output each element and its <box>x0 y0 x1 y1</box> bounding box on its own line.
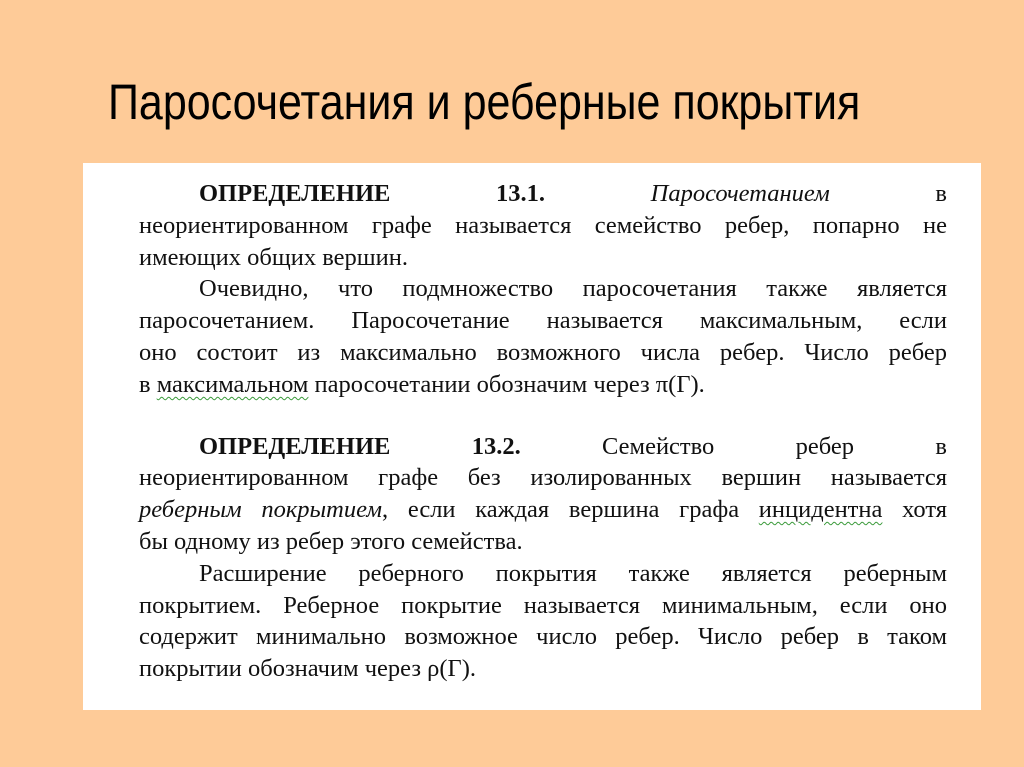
definition-1-heading <box>139 178 947 210</box>
text-span: хотя <box>882 496 947 524</box>
paragraph-1-line: Очевидно, что подмножество паросочетания также является <box>199 275 947 303</box>
definition-2-word: Семейство <box>602 432 715 460</box>
paragraph-2-line: Расширение реберного покрытия также является реберным <box>199 559 947 587</box>
definition-2-heading <box>139 431 947 463</box>
paragraph-1-line: оно состоит из максимально возможного числа ребер. Число ребер <box>139 338 947 366</box>
paragraph-2-line: содержит минимально возможное число ребер. Число ребер в таком <box>139 623 947 651</box>
definition-2-word: в <box>935 432 947 460</box>
definition-2-line: неориентированном графе без изолированных вершин называется <box>139 464 947 492</box>
text-span: , если каждая вершина графа <box>382 496 759 524</box>
text-span: в <box>139 370 157 398</box>
definition-2-line-3 <box>139 494 947 526</box>
definition-1-line: неориентированном графе называется семейство ребер, попарно не <box>139 211 947 239</box>
spellcheck-underlined-word: максимальном <box>156 370 309 398</box>
slide-title: Паросочетания и реберные покрытия <box>108 74 861 130</box>
definition-1-label: ОПРЕДЕЛЕНИЕ <box>199 180 391 207</box>
definition-2-line: бы одному из ребер этого семейства. <box>139 527 523 555</box>
definition-1-word: в <box>935 180 947 207</box>
definition-1-line: имеющих общих вершин. <box>139 243 408 271</box>
definition-2-term: реберным покрытием <box>139 496 382 524</box>
text-span: паросочетании обозначим через π(Г). <box>308 370 705 398</box>
document-text <box>139 178 947 685</box>
paragraph-2-line: покрытии обозначим через ρ(Г). <box>139 655 476 683</box>
definition-2-number: 13.2. <box>471 432 521 460</box>
definition-2-word: ребер <box>795 432 855 460</box>
paragraph-1-line: паросочетанием. Паросочетание называется максимальным, если <box>139 307 947 335</box>
paragraph-1-last-line <box>139 369 947 401</box>
definition-1-number: 13.1. <box>496 180 545 207</box>
paragraph-2-line: покрытием. Реберное покрытие называется минимальным, если оно <box>139 591 947 619</box>
spellcheck-underlined-word: инцидентна <box>758 496 883 524</box>
definition-2-label: ОПРЕДЕЛЕНИЕ <box>199 432 391 460</box>
definition-1-term: Паросочетанием <box>650 180 830 207</box>
paragraph-gap <box>139 401 947 431</box>
